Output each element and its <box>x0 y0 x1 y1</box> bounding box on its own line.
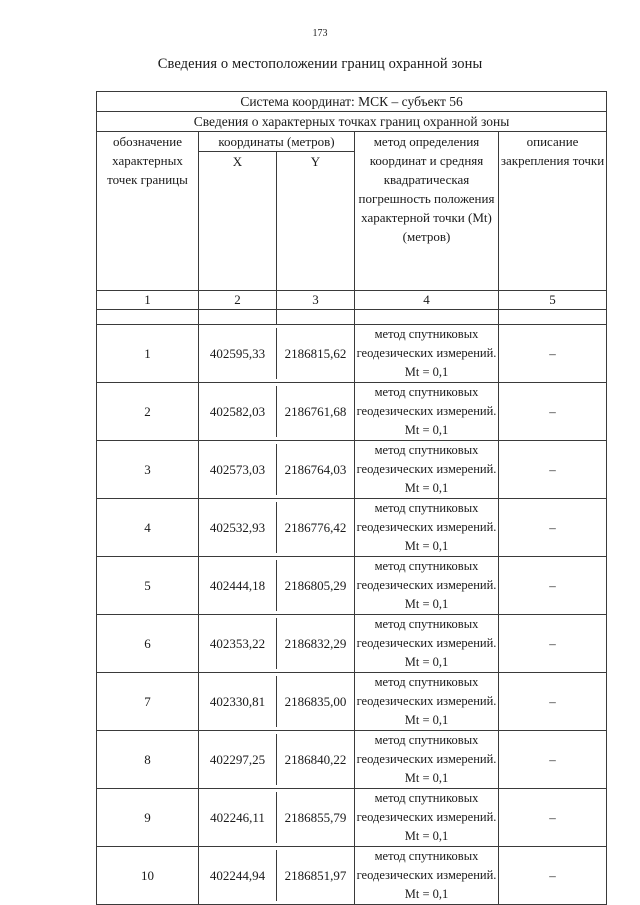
point-y: 2186764,03 <box>276 444 354 495</box>
column-number-5: 5 <box>499 291 607 310</box>
point-number: 2 <box>97 383 199 441</box>
table-row <box>97 441 607 499</box>
point-x: 402353,22 <box>209 636 266 651</box>
point-method: метод спутниковых геодезических измерений. Mt = 0,1 <box>355 673 499 731</box>
header-designation: обозначение характерных точек границы <box>97 132 199 291</box>
point-y: 2186855,79 <box>276 792 354 843</box>
point-method: метод спутниковых геодезических измерений. Mt = 0,1 <box>355 441 499 499</box>
point-description: – <box>499 499 607 557</box>
point-x: 402532,93 <box>209 520 266 535</box>
point-y: 2186832,29 <box>276 618 354 669</box>
point-number: 10 <box>97 847 199 905</box>
point-method: метод спутниковых геодезических измерений. Mt = 0,1 <box>355 499 499 557</box>
point-number: 7 <box>97 673 199 731</box>
column-number-4: 4 <box>355 291 499 310</box>
point-method: метод спутниковых геодезических измерений. Mt = 0,1 <box>355 325 499 383</box>
header-method: метод определения координат и средняя квадратическая погрешность положения характерной точки (Mt) (метров) <box>355 132 499 291</box>
table-row <box>97 499 607 557</box>
table-row <box>97 325 607 383</box>
header-x: X <box>232 154 243 169</box>
point-method: метод спутниковых геодезических измерений. Mt = 0,1 <box>355 731 499 789</box>
point-y: 2186815,62 <box>276 328 354 379</box>
table-row <box>97 557 607 615</box>
point-coordinates <box>199 731 355 789</box>
point-coordinates <box>199 673 355 731</box>
point-method: метод спутниковых геодезических измерений. Mt = 0,1 <box>355 557 499 615</box>
point-description: – <box>499 673 607 731</box>
header-coordinates-title: координаты (метров) <box>199 132 354 152</box>
point-description: – <box>499 731 607 789</box>
point-y: 2186761,68 <box>276 386 354 437</box>
page-number: 173 <box>312 28 328 39</box>
point-description: – <box>499 615 607 673</box>
table-row <box>97 731 607 789</box>
point-coordinates <box>199 847 355 905</box>
point-number: 8 <box>97 731 199 789</box>
point-coordinates <box>199 441 355 499</box>
table-row <box>97 673 607 731</box>
point-number: 9 <box>97 789 199 847</box>
spacer-cell <box>499 310 607 325</box>
point-coordinates <box>199 557 355 615</box>
point-coordinates <box>199 383 355 441</box>
point-description: – <box>499 383 607 441</box>
point-y: 2186851,97 <box>276 850 354 901</box>
spacer-cell <box>199 310 355 325</box>
point-coordinates <box>199 499 355 557</box>
column-header-row <box>97 132 607 291</box>
boundary-points-table <box>96 91 607 905</box>
table-row <box>97 383 607 441</box>
header-coordinates <box>199 132 355 291</box>
table-subtitle: Сведения о характерных точках границ охранной зоны <box>97 112 607 132</box>
point-y: 2186835,00 <box>276 676 354 727</box>
point-x: 402444,18 <box>209 578 266 593</box>
table-row <box>97 847 607 905</box>
point-x: 402297,25 <box>209 752 266 767</box>
point-y: 2186840,22 <box>276 734 354 785</box>
point-description: – <box>499 789 607 847</box>
point-description: – <box>499 557 607 615</box>
point-x: 402595,33 <box>209 346 266 361</box>
point-x: 402246,11 <box>210 810 265 825</box>
point-y: 2186776,42 <box>276 502 354 553</box>
point-description: – <box>499 325 607 383</box>
document-caption: Сведения о местоположении границ охранной зоны <box>157 56 483 72</box>
point-number: 1 <box>97 325 199 383</box>
point-y: 2186805,29 <box>276 560 354 611</box>
spacer-cell <box>355 310 499 325</box>
header-y: Y <box>276 152 354 290</box>
column-number-2: 2 <box>234 292 241 307</box>
point-coordinates <box>199 615 355 673</box>
header-description: описание закрепления точки <box>499 132 607 291</box>
point-method: метод спутниковых геодезических измерений. Mt = 0,1 <box>355 847 499 905</box>
point-description: – <box>499 441 607 499</box>
column-number-3: 3 <box>276 291 354 309</box>
table-row <box>97 615 607 673</box>
point-number: 6 <box>97 615 199 673</box>
table-row <box>97 789 607 847</box>
point-coordinates <box>199 789 355 847</box>
coordinate-system-banner: Система координат: МСК – субъект 56 <box>97 92 607 112</box>
point-number: 5 <box>97 557 199 615</box>
point-number: 4 <box>97 499 199 557</box>
point-method: метод спутниковых геодезических измерений. Mt = 0,1 <box>355 383 499 441</box>
point-coordinates <box>199 325 355 383</box>
point-method: метод спутниковых геодезических измерений. Mt = 0,1 <box>355 615 499 673</box>
point-x: 402573,03 <box>209 462 266 477</box>
point-number: 3 <box>97 441 199 499</box>
point-description: – <box>499 847 607 905</box>
point-x: 402330,81 <box>209 694 266 709</box>
point-x: 402582,03 <box>209 404 266 419</box>
column-number-2-3 <box>199 291 355 310</box>
point-x: 402244,94 <box>209 868 266 883</box>
column-number-1: 1 <box>97 291 199 310</box>
spacer-row <box>97 310 607 325</box>
data-rows <box>97 325 607 905</box>
point-method: метод спутниковых геодезических измерений. Mt = 0,1 <box>355 789 499 847</box>
spacer-cell <box>97 310 199 325</box>
column-number-row <box>97 291 607 310</box>
